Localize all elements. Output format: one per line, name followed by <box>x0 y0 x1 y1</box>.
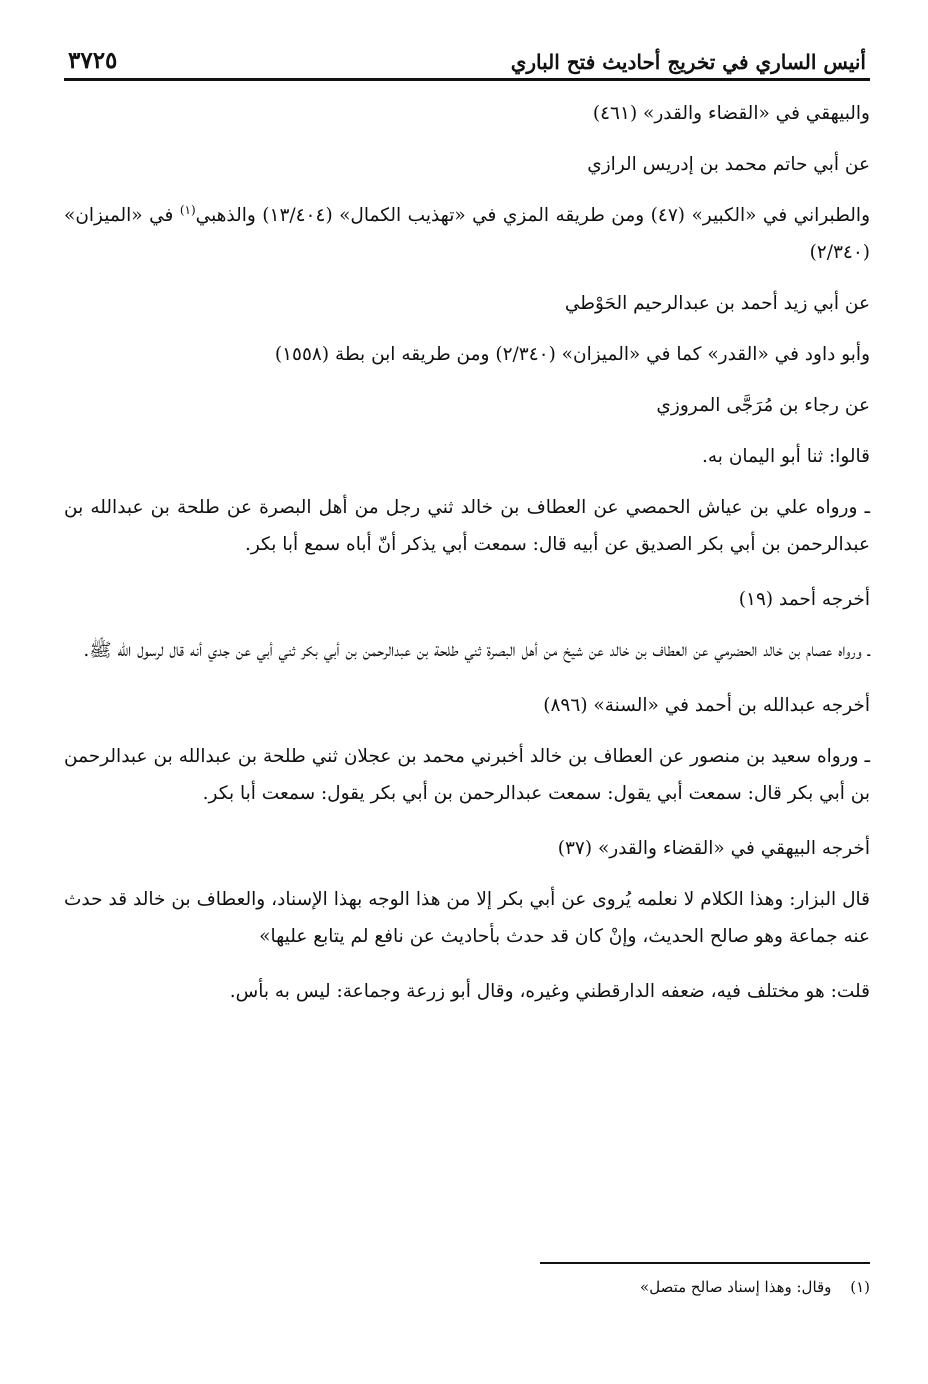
footnote-number: (١) <box>850 1278 870 1296</box>
page-header <box>64 38 870 81</box>
paragraph: ـ ورواه عصام بن خالد الحضرمي عن العطاف بن خالد عن شيخ من أهل البصرة ثني طلحة بن عبدالرحمن بن أبي بكر ثني أبي عن جدي أنه قال لرسول الله ﷺ. <box>83 640 870 661</box>
footnote-text: وقال: وهذا إسناد صالح متصل» <box>640 1278 832 1296</box>
paragraph: ـ ورواه سعيد بن منصور عن العطاف بن خالد أخبرني محمد بن عجلان ثني طلحة بن عبدالله بن عبدالرحمن بن أبي بكر قال: سمعت أبي يقول: سمعت عبدالرحمن بن أبي بكر يقول: سمعت أبا بكر. <box>64 746 870 804</box>
paragraph: أخرجه البيهقي في «القضاء والقدر» (٣٧) <box>557 838 870 859</box>
footnote-reference[interactable]: (١) <box>179 202 196 217</box>
paragraph: والبيهقي في «القضاء والقدر» (٤٦١) <box>592 103 870 124</box>
page-body <box>64 95 870 1010</box>
paragraph: قلت: هو مختلف فيه، ضعفه الدارقطني وغيره، وقال أبو زرعة وجماعة: ليس به بأس. <box>229 981 870 1002</box>
paragraph: قالوا: ثنا أبو اليمان به. <box>701 446 870 467</box>
footnote <box>64 1274 870 1300</box>
footnote-divider <box>540 1262 870 1264</box>
paragraph: أخرجه أحمد (١٩) <box>738 589 870 610</box>
paragraph: عن أبي زيد أحمد بن عبدالرحيم الحَوْطي <box>564 293 870 314</box>
page-number: ٣٧٢٥ <box>68 47 118 74</box>
running-title: أنيس الساري في تخريج أحاديث فتح الباري <box>510 50 866 74</box>
paragraph: وأبو داود في «القدر» كما في «الميزان» (٢/٣٤٠) ومن طريقه ابن بطة (١٥٥٨) <box>274 344 870 365</box>
paragraph: عن أبي حاتم محمد بن إدريس الرازي <box>587 154 870 175</box>
paragraph <box>64 197 870 271</box>
paragraph-text-continued: في «الميزان» (٢/٣٤٠) <box>64 205 870 263</box>
paragraph: أخرجه عبدالله بن أحمد في «السنة» (٨٩٦) <box>543 695 870 716</box>
paragraph: ـ ورواه علي بن عياش الحمصي عن العطاف بن خالد ثني رجل من أهل البصرة عن طلحة بن عبدالله بن عبدالرحمن بن أبي بكر الصديق عن أبيه قال: سمعت أبي يذكر أنّ أباه سمع أبا بكر. <box>64 497 870 555</box>
paragraph: قال البزار: وهذا الكلام لا نعلمه يُروى عن أبي بكر إلا من هذا الوجه بهذا الإسناد، والعطاف بن خالد قد حدث عنه جماعة وهو صالح الحديث، وإنْ كان قد حدث بأحاديث عن نافع لم يتابع عليها» <box>64 889 870 947</box>
paragraph-text: والطبراني في «الكبير» (٤٧) ومن طريقه المزي في «تهذيب الكمال» (١٣/٤٠٤) والذهبي <box>195 205 871 226</box>
paragraph: عن رجاء بن مُرَجَّى المروزي <box>656 395 870 416</box>
